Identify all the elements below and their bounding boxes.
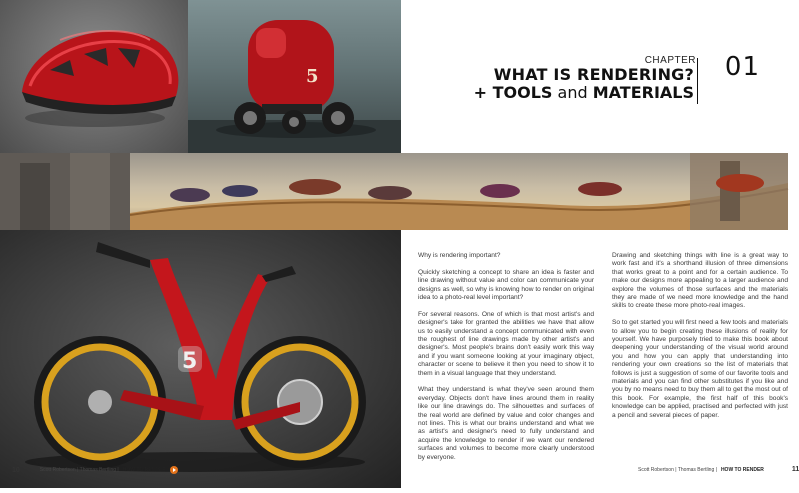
vehicle-image: [188, 0, 401, 153]
footer-book-title: HOW TO RENDER: [122, 467, 166, 473]
footer-authors: Scott Robertson | Thomas Bertling |: [39, 467, 119, 473]
panorama-image: [0, 153, 788, 230]
body-paragraph: What they understand is what they've seen around them everyday. Objects don't have lines around them in reality like our line drawings do. The silhouettes and surfaces of the real world are defined by value and color changes and not lines. This is what our brains understand and what we as artist's and designer's need to fully understand and acquire the knowledge to render if we want our rendered surfaces and volumes to become more clearly understood by everyone.: [418, 386, 594, 461]
footer-authors: Scott Robertson | Thomas Bertling |: [638, 466, 717, 473]
chapter-title-materials: MATERIALS: [592, 83, 694, 102]
bicycle-illustration: [0, 230, 401, 488]
body-paragraph: Why is rendering important?: [418, 252, 501, 259]
helmet-image: [0, 0, 188, 153]
chapter-divider: [697, 58, 699, 104]
body-paragraph: Drawing and sketching things with line is a great way to work fast and it's a shorthand illusion of three dimensions that works great to a point and for a certain audience. To make our designs more appealing to a larger audience and explore the volumes of those surfaces and the materials they are made of we need more knowledge and the hand skills to create these more photo-real images.: [612, 252, 788, 310]
bicycle-image: [0, 230, 401, 488]
bicycle-number: 5: [182, 349, 198, 374]
vehicle-illustration: [188, 0, 401, 153]
body-paragraph: For several reasons. One of which is that most artist's and designer's take for granted the abilities we have that allow us to easily understand a concept communicated with even the roughest of line drawings made by other artist's and designer's. Most people's brains don't easily work this way and if you want someone looking at your imaginary object, character or scene to believe it then you need to show it to them in a visual language that they understand.: [418, 310, 594, 377]
chapter-title-tools: + TOOLS: [473, 83, 553, 102]
body-column-left: [418, 252, 594, 471]
body-paragraph: Quickly sketching a concept to share an idea is faster and line drawing without value and color can communicate your designs as well, so why is knowing how to render on original idea to a photo-real level important?: [418, 268, 594, 302]
body-paragraph: So to get started you will first need a few tools and materials to allow you to begin creating these illusions of reality for yourself. We have purposely tried to make this book about deepening your understanding of the visual world around you and how you can apply that understanding into rendering your own creations so the list of materials that follows is just a suggestion of some of our favorite tools and materials and you can find other substitutes if you like and you by no means need to buy them all to get the most out of this book. For example, the first half of this book's knowledge can be applied, practised and perfected with just a pencil and several pieces of paper.: [612, 319, 788, 419]
footer-left: [12, 466, 178, 474]
chapter-title-and: and: [552, 83, 593, 102]
chapter-number: 01: [724, 52, 760, 82]
page-number-right: 11: [791, 466, 799, 473]
chapter-title-line1: WHAT IS RENDERING?: [493, 65, 694, 84]
page-number-left: 10: [12, 466, 20, 474]
chapter-heading: [401, 0, 788, 153]
chapter-title-line2: [474, 83, 694, 102]
vehicle-number: 5: [306, 66, 319, 87]
footer-right: [638, 466, 799, 473]
body-column-right: [612, 252, 788, 429]
play-arrow-icon: [170, 466, 178, 474]
panorama-illustration: [0, 153, 788, 230]
helmet-illustration: [0, 0, 188, 153]
chapter-label: CHAPTER: [644, 55, 696, 66]
footer-book-title: HOW TO RENDER: [720, 466, 764, 473]
